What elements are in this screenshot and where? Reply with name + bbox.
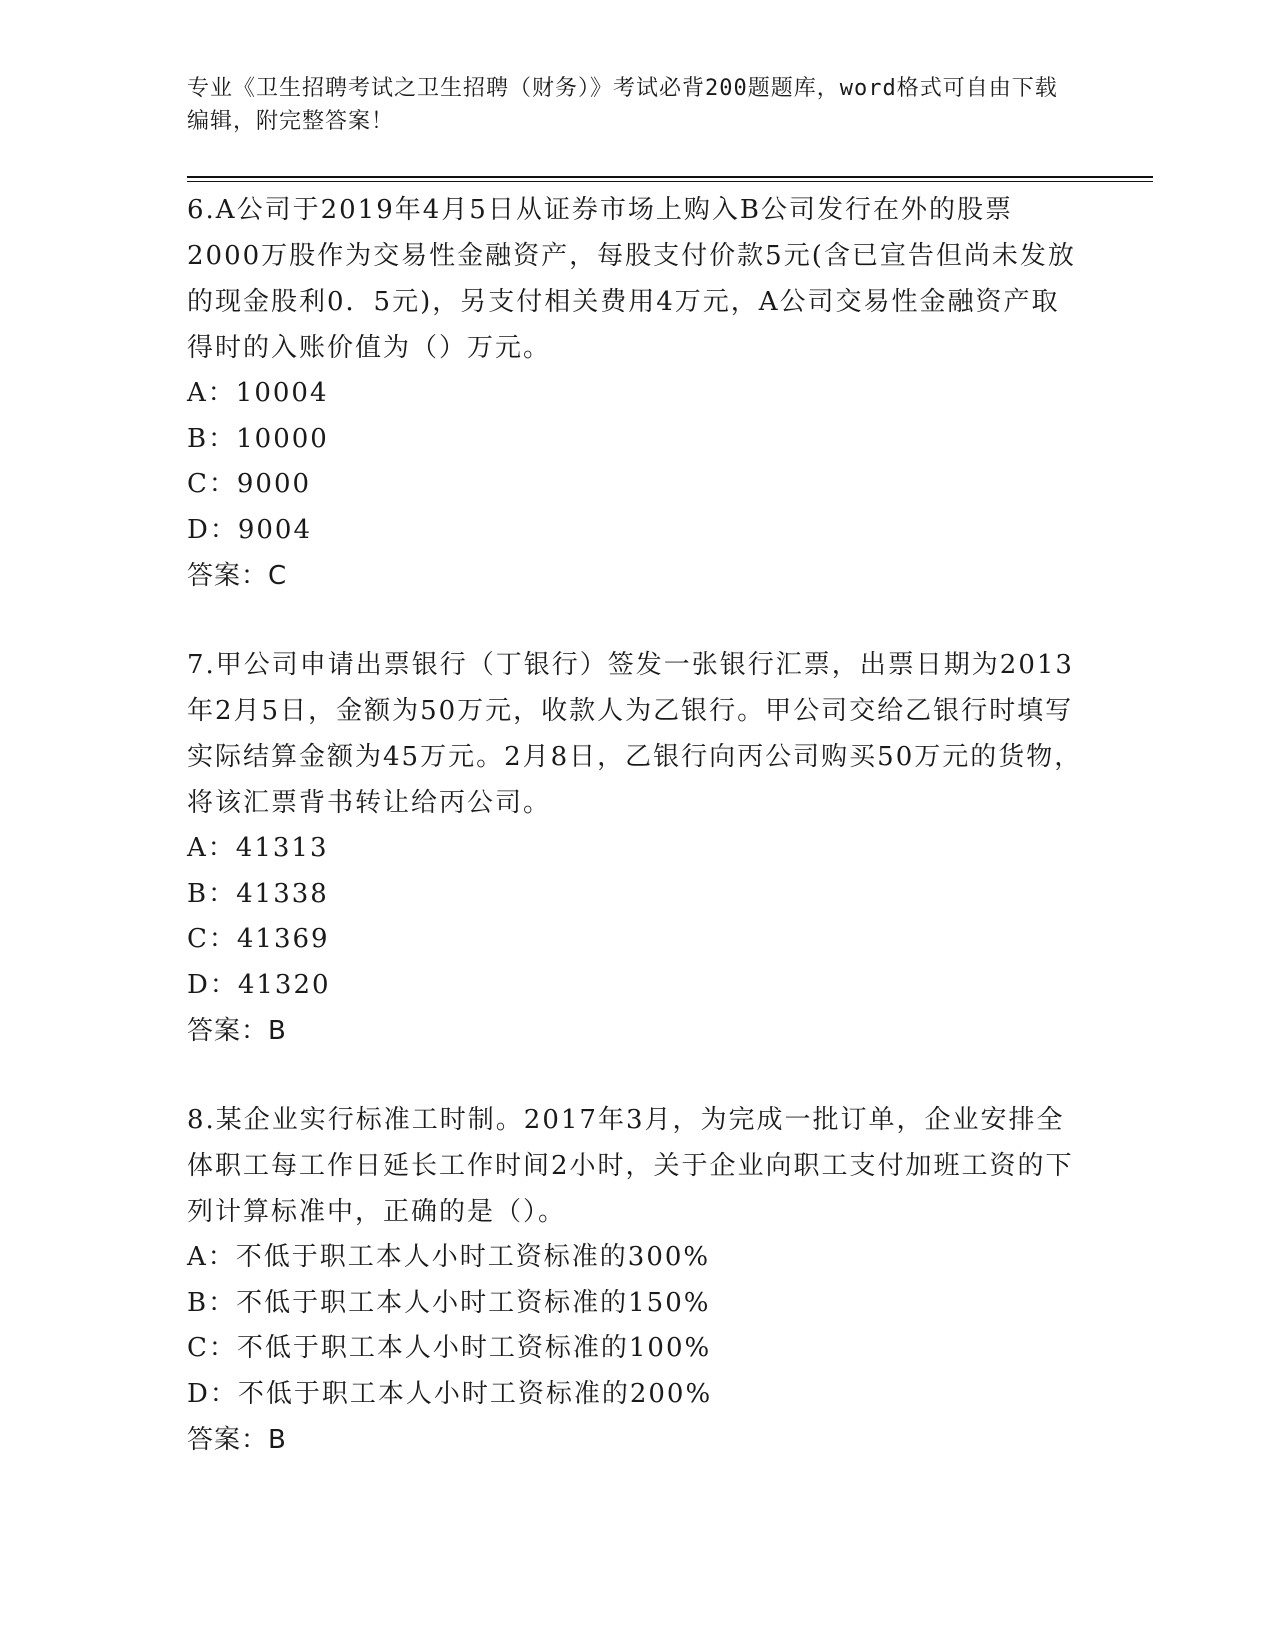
document-header: 专业《卫生招聘考试之卫生招聘（财务）》考试必背200题题库，word格式可自由下载编辑，附完整答案！: [187, 76, 1058, 134]
header-divider-thick: [187, 176, 1153, 178]
question-stem: 7.甲公司申请出票银行（丁银行）签发一张银行汇票，出票日期为2013年2月5日，金额为50万元，收款人为乙银行。甲公司交给乙银行时填写实际结算金额为45万元。2月8日，乙银行向丙公司购买50万元的货物，将该汇票背书转让给丙公司。: [187, 650, 1083, 818]
option-d: D：41320: [187, 969, 331, 1000]
option-b: B：41338: [187, 878, 329, 909]
option-b: B：10000: [187, 423, 329, 454]
question-7: [187, 642, 1087, 1054]
question-stem: 8.某企业实行标准工时制。2017年3月，为完成一批订单，企业安排全体职工每工作日延长工作时间2小时，关于企业向职工支付加班工资的下列计算标准中，正确的是（）。: [187, 1105, 1074, 1227]
option-c: C：9000: [187, 469, 312, 499]
answer: 答案：B: [187, 1016, 287, 1046]
question-stem: 6.A公司于2019年4月5日从证券市场上购入B公司发行在外的股票2000万股作为交易性金融资产，每股支付价款5元(含已宣告但尚未发放的现金股利0．5元)，另支付相关费用4万元，A公司交易性金融资产取得时的入账价值为（）万元。: [187, 195, 1076, 363]
option-d: D：不低于职工本人小时工资标准的200%: [187, 1378, 713, 1409]
option-b: B：不低于职工本人小时工资标准的150%: [187, 1287, 711, 1318]
option-a: A：41313: [187, 833, 329, 863]
option-a: A：不低于职工本人小时工资标准的300%: [187, 1242, 711, 1272]
answer: 答案：B: [187, 1425, 287, 1455]
question-6: [187, 187, 1087, 599]
option-c: C：41369: [187, 924, 330, 954]
option-c: C：不低于职工本人小时工资标准的100%: [187, 1333, 712, 1363]
header-divider-thin: [187, 181, 1153, 182]
option-a: A：10004: [187, 378, 329, 408]
question-8: [187, 1097, 1087, 1463]
option-d: D：9004: [187, 514, 313, 545]
answer: 答案：C: [187, 561, 288, 591]
